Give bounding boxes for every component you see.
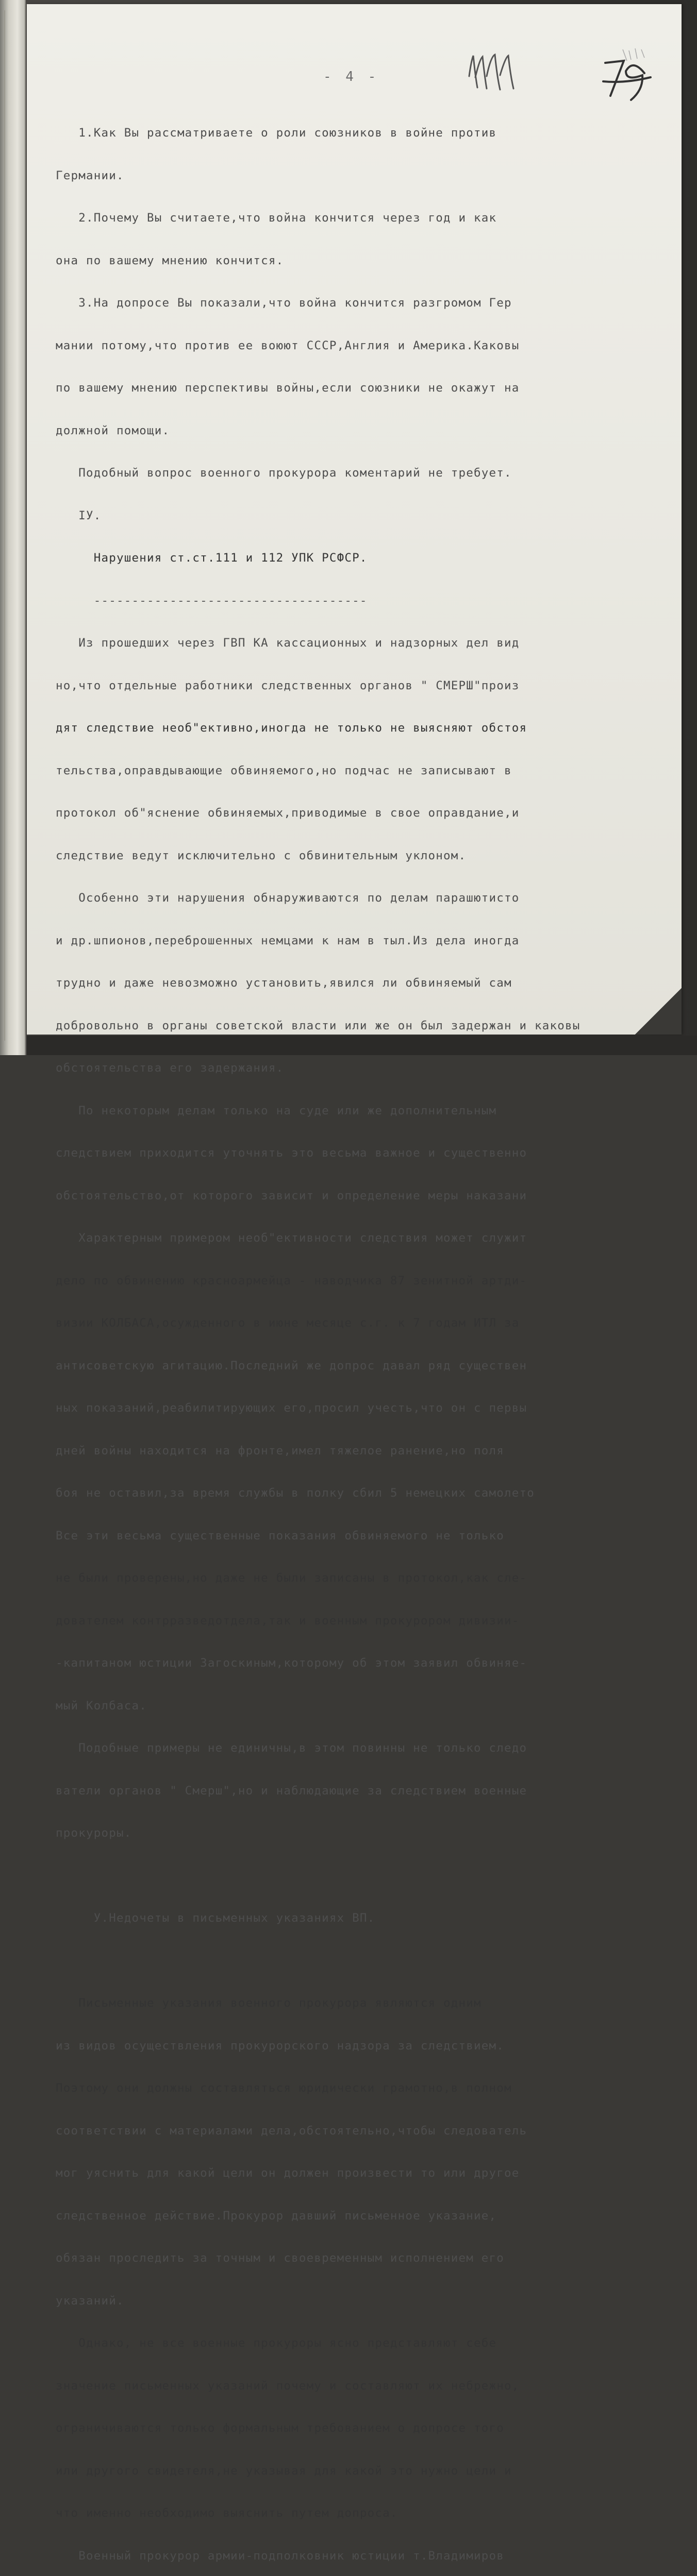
- document-sheet: [27, 4, 682, 2563]
- text-line: указаний.: [56, 2294, 124, 2308]
- section-heading: У.Недочеты в письменных указаниях ВП.: [56, 1911, 375, 1925]
- text-line: боя не оставил,за время службы в полку сбил 5 немецких самолето: [56, 1486, 535, 1500]
- text-line: По некоторым делам только на суде или же дополнительным: [56, 1104, 497, 1117]
- text-line: мый Колбаса.: [56, 1699, 147, 1713]
- text-line: ограничиваются только формальным требованием о допросе того: [56, 2421, 505, 2435]
- text-line: Особенно эти нарушения обнаруживаются по делам парашютисто: [56, 891, 520, 905]
- text-line: следствием приходится уточнять это весьма важное и существенно: [56, 1146, 527, 1160]
- section-heading: Нарушения ст.ст.111 и 112 УПК РСФСР.: [56, 551, 368, 565]
- text-line: дней войны находится на фронте,имел тяжелое ранение,но поля: [56, 1444, 505, 1458]
- text-line: Подобные примеры не единичны,в этом повинны не только следо: [56, 1741, 527, 1755]
- text-line: добровольно в органы советской власти или же он был задержан и каковы: [56, 1019, 580, 1032]
- text-line: Все эти весьма существенные показания обвиняемого не только: [56, 1529, 505, 1543]
- text-line: ных показаний,реабилитирующих его,просил учесть,что он с первы: [56, 1401, 527, 1415]
- text-line: антисоветскую агитацию.Последний же допрос давал ряд существен: [56, 1359, 527, 1372]
- text-line: дело по обвинению красноармейца - наводчика 87 зенитной артди-: [56, 1274, 527, 1287]
- text-line: по вашему мнению перспективы войны,если союзники не окажут на: [56, 381, 520, 395]
- text-line: или другого свидетеля,не указывая для какой это нужно цели и: [56, 2464, 512, 2478]
- section-number: IУ.: [56, 509, 102, 522]
- text-line: Германии.: [56, 168, 124, 182]
- text-line: следствие ведут исключительно с обвинительным уклоном.: [56, 849, 467, 862]
- text-line: 3.На допросе Вы показали,что война кончится разгромом Гер: [56, 296, 512, 310]
- text-line: что именно необходимо выяснить путем допроса.: [56, 2506, 398, 2520]
- text-line: мог уяснить для какой цели он должен произвести то или другое: [56, 2166, 520, 2180]
- text-line: обстоятельства его задержания.: [56, 1061, 284, 1075]
- text-line: дователем контрразведотдела,так и военным прокурором дивизии-: [56, 1614, 520, 1628]
- text-line: визии КОЛБАСА,осужденного в июне месяце с.г. к 7 годам ИТЛ за: [56, 1316, 520, 1330]
- text-line: протокол об"яснение обвиняемых,приводимые в свое оправдание,и: [56, 806, 520, 820]
- adjacent-page-edge: [0, 0, 26, 1055]
- text-line: она по вашему мнению кончится.: [56, 253, 284, 267]
- faint-stamp-mark: [623, 48, 644, 61]
- text-line: мании потому,что против ее воюют СССР,Англия и Америка.Каковы: [56, 338, 520, 352]
- blank-line: [56, 1869, 674, 1884]
- text-line: Подобный вопрос военного прокурора коментарий не требует.: [56, 466, 512, 480]
- text-line: обязан проследить за точным и своевременным исполнением его: [56, 2251, 505, 2265]
- text-line: из видов осуществления прокурорского надзора за следствием.: [56, 2039, 505, 2053]
- text-line: 2.Почему Вы считаете,что война кончится через год и как: [56, 211, 497, 225]
- text-line: обстоятельство,от которого зависит и определение меры наказани: [56, 1189, 527, 1202]
- text-line: Военный прокурор армии-подполковник юстиции т.Владимиров: [56, 2549, 505, 2563]
- text-line: дят следствие необ"ективно,иногда не только не выясняют обстоя: [56, 721, 527, 735]
- text-line: следственное действие.Прокурор давший письменное указание,: [56, 2209, 497, 2223]
- text-line: ватели органов " Смерш",но и наблюдающие за следствием военные: [56, 1784, 527, 1798]
- text-line: соответствии с материалами дела,обстоятельно,чтобы следователь: [56, 2124, 527, 2138]
- text-line: Поэтому они должны составляться юридически грамотно,в полном: [56, 2081, 512, 2095]
- text-line: Письменные указания военного прокурора являются одним: [56, 1996, 482, 2010]
- scan-bottom-edge: [27, 1036, 697, 1055]
- text-line: трудно и даже невозможно установить,явился ли обвиняемый сам: [56, 976, 512, 990]
- text-line: должной помощи.: [56, 423, 170, 437]
- text-line: и др.шпионов,переброшенных немцами к нам в тыл.Из дела иногда: [56, 934, 520, 947]
- text-line: 1.Как Вы рассматриваете о роли союзников в войне против: [56, 126, 497, 140]
- blank-line: [56, 1954, 674, 1969]
- sheet-corner-curl: [635, 988, 682, 1035]
- text-line: но,что отдельные работники следственных органов " СМЕРШ"произ: [56, 679, 520, 692]
- text-line: не были проверены,но даже не были записаны в протокол,как сле-: [56, 1571, 527, 1585]
- typewritten-body: [56, 98, 674, 2576]
- text-line: Однако, не все военные прокуроры ясно представляют себе: [56, 2336, 497, 2350]
- text-line: -капитаном юстиции Загоскиным,которому об этом заявил обвиняе-: [56, 1656, 527, 1670]
- text-line: значение письменных указаний почему и составляют их небрежно,: [56, 2379, 520, 2393]
- text-line: Из прошедших через ГВП КА кассационных и надзорных дел вид: [56, 636, 520, 650]
- text-line: тельства,оправдывающие обвиняемого,но подчас не записывают в: [56, 764, 512, 777]
- handwritten-number-111: [469, 55, 513, 90]
- text-line: Характерным примером необ"ективности следствия может служит: [56, 1231, 527, 1245]
- page-number: - 4 -: [323, 69, 379, 84]
- heading-underline: ------------------------------------: [56, 594, 368, 607]
- handwritten-number-79: [603, 61, 651, 100]
- text-line: прокуроры.: [56, 1826, 132, 1840]
